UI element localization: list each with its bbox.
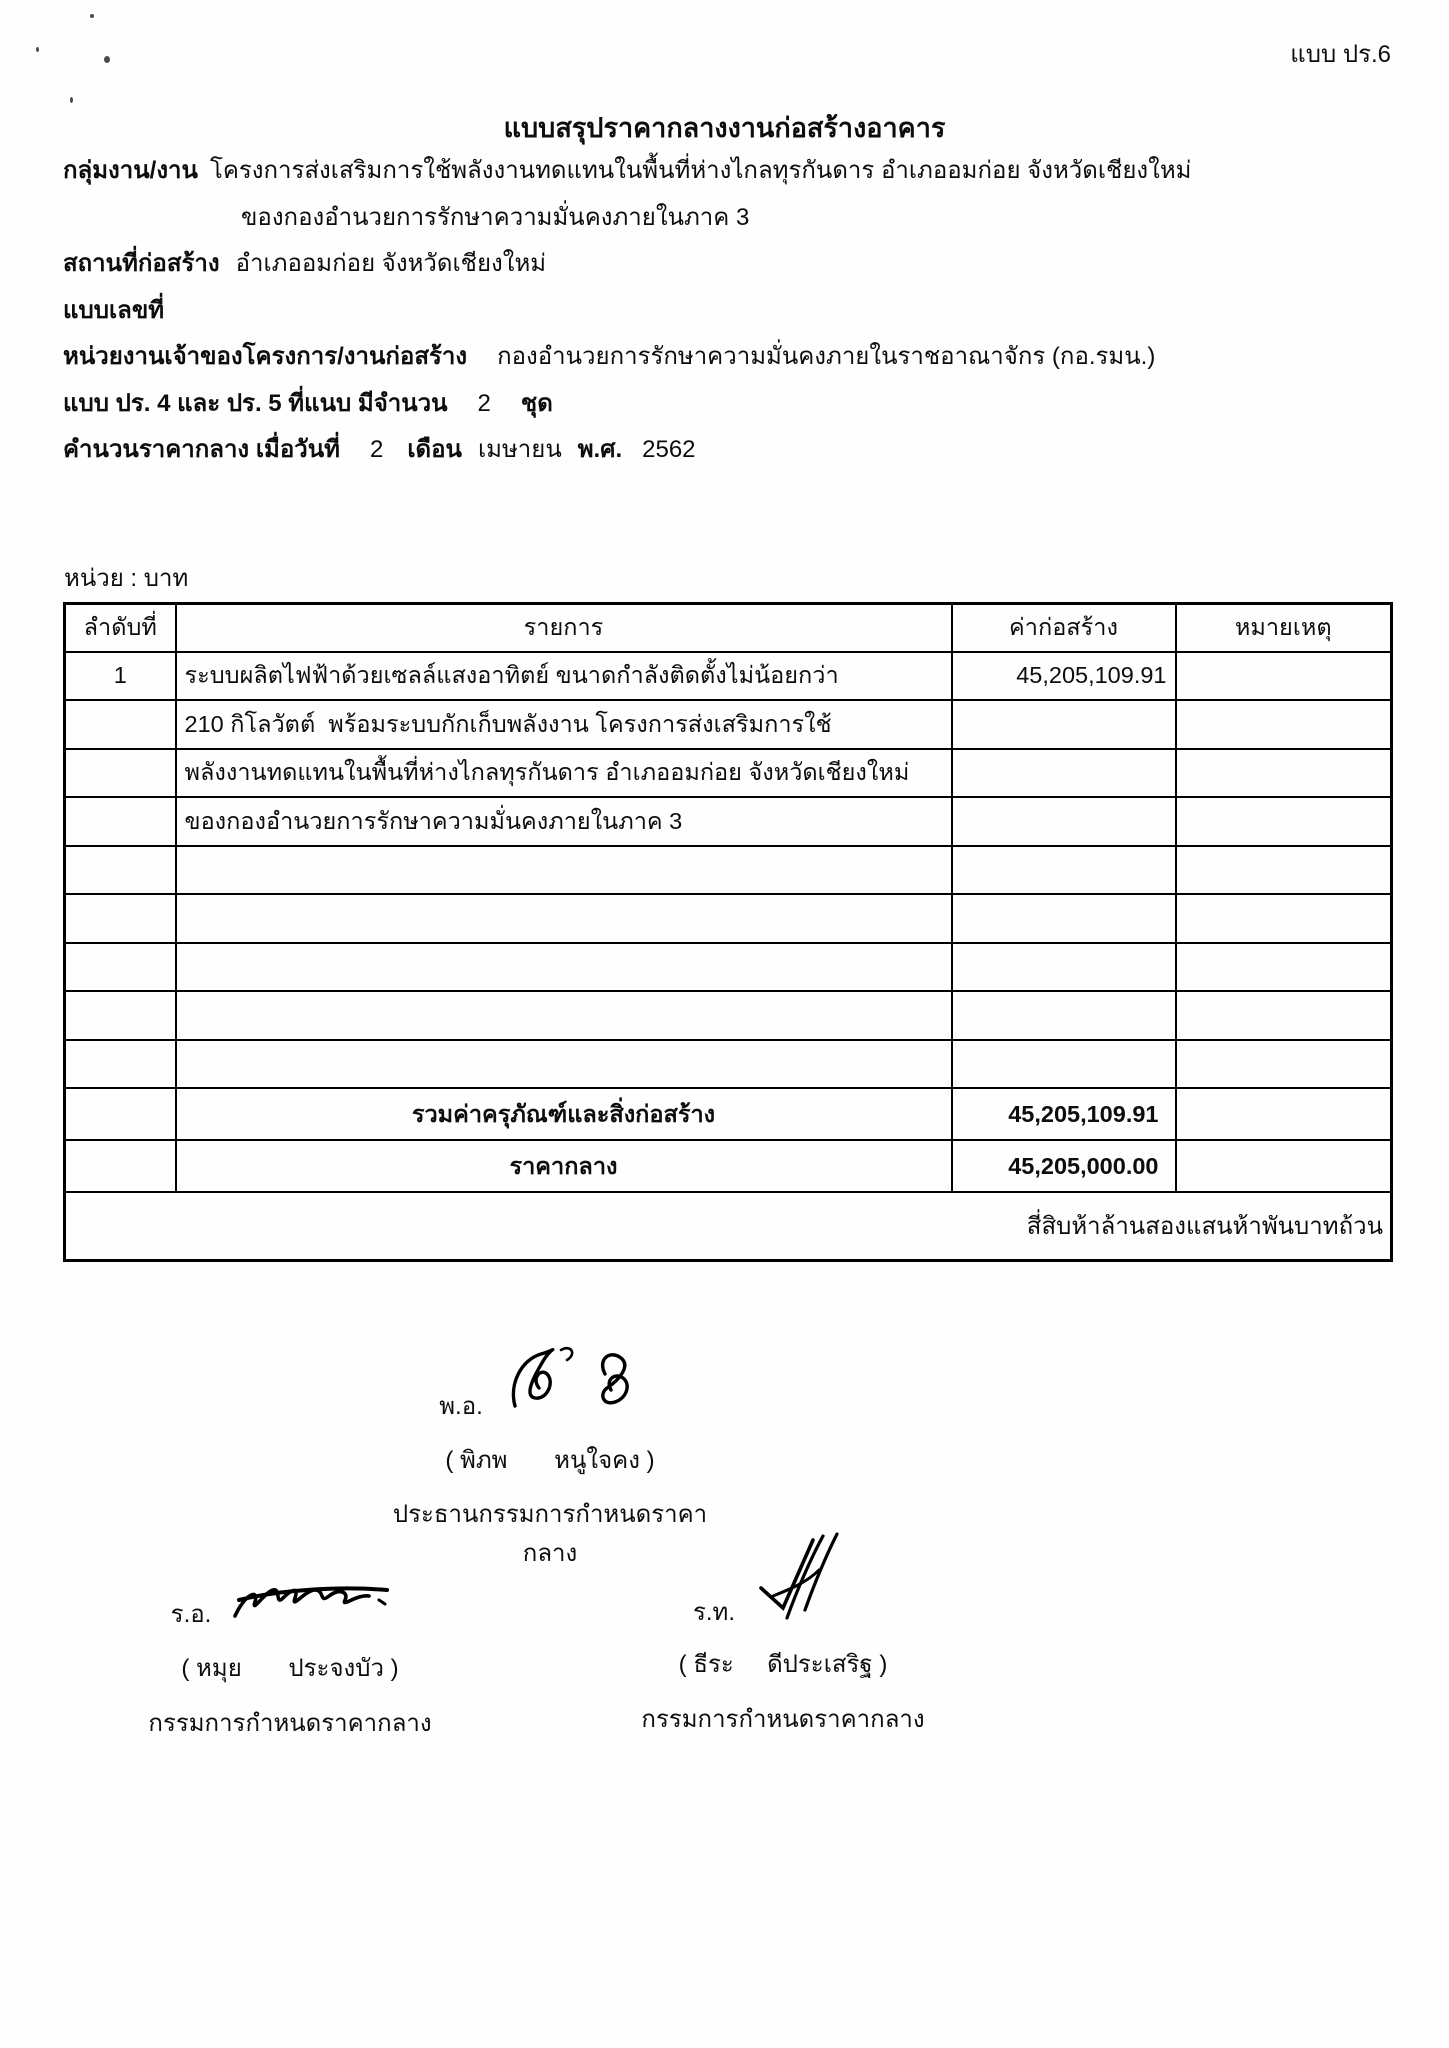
summary-row-total <box>65 1088 1392 1140</box>
location-label: สถานที่ก่อสร้าง <box>63 250 220 277</box>
location-value: อำเภออมก่อย จังหวัดเชียงใหม่ <box>235 250 547 277</box>
col-header-item: รายการ <box>176 604 952 652</box>
project-info <box>63 148 1409 474</box>
owner-label: หน่วยงานเจ้าของโครงการ/งานก่อสร้าง <box>63 343 468 370</box>
cell-note <box>1176 652 1392 701</box>
calc-day: 2 <box>369 436 384 463</box>
cell-item: ของกองอำนวยการรักษาความมั่นคงภายในภาค 3 <box>176 797 952 846</box>
calc-date-label: คำนวนราคากลาง เมื่อวันที่ <box>63 436 340 463</box>
summary-row-median-price <box>65 1140 1392 1192</box>
cell-item: ระบบผลิตไฟฟ้าด้วยเซลล์แสงอาทิตย์ ขนาดกำลังติดตั้งไม่น้อยกว่า <box>176 652 952 701</box>
summary-total-label: รวมค่าครุภัณฑ์และสิ่งก่อสร้าง <box>176 1088 952 1140</box>
cell-cost: 45,205,109.91 <box>952 652 1176 701</box>
scan-speck <box>90 14 94 18</box>
attachment-unit: ชุด <box>520 389 553 417</box>
signature-block-member-right <box>618 1528 948 1738</box>
info-line-attachment <box>63 381 1409 428</box>
amount-in-words-row <box>65 1192 1392 1260</box>
group-value: โครงการส่งเสริมการใช้พลังงานทดแทนในพื้นที่ห่างไกลทุรกันดาร อำเภออมก่อย จังหวัดเชียงใหม่ <box>209 157 1192 184</box>
info-line-location <box>63 241 1409 288</box>
table-row-empty <box>65 846 1392 895</box>
info-line-owner <box>63 334 1409 381</box>
cell-no <box>65 700 176 749</box>
table-row-empty <box>65 943 1392 992</box>
info-line-drawing-no <box>63 288 1409 335</box>
table-row-empty <box>65 991 1392 1040</box>
attachment-label: แบบ ปร. 4 และ ปร. 5 ที่แนบ มีจำนวน <box>63 389 448 417</box>
info-line-group-2 <box>63 195 1409 242</box>
member-left-title: กรรมการกำหนดราคากลาง <box>148 1710 432 1737</box>
group-value-line2: ของกองอำนวยการรักษาความมั่นคงภายในภาค 3 <box>241 203 750 231</box>
cell-no <box>65 797 176 846</box>
table-row <box>65 652 1392 701</box>
calc-year: 2562 <box>642 436 696 463</box>
member-right-name: ( ธีระ ดีประเสริฐ ) <box>678 1651 888 1678</box>
cell-note <box>1176 749 1392 798</box>
col-header-note: หมายเหตุ <box>1176 604 1392 652</box>
cell-no <box>65 749 176 798</box>
cell-cost <box>952 797 1176 846</box>
table-header-row <box>65 604 1392 652</box>
chairman-signature-icon <box>501 1344 661 1424</box>
cell-item: พลังงานทดแทนในพื้นที่ห่างไกลทุรกันดาร อำเภออมก่อย จังหวัดเชียงใหม่ <box>176 749 952 798</box>
attachment-count: 2 <box>477 389 491 417</box>
member-left-signature-icon <box>229 1566 409 1632</box>
median-price-value: 45,205,000.00 <box>952 1140 1176 1192</box>
scan-speck <box>36 47 39 52</box>
cell-cost <box>952 749 1176 798</box>
form-code: แบบ ปร.6 <box>1290 41 1391 68</box>
page-title: แบบสรุปราคากลางงานก่อสร้างอาคาร <box>503 113 946 143</box>
unit-note: หน่วย : บาท <box>64 565 189 592</box>
member-right-rank: ร.ท. <box>692 1599 736 1626</box>
summary-total-value: 45,205,109.91 <box>952 1088 1176 1140</box>
info-line-calc-date <box>63 427 1409 474</box>
median-price-label: ราคากลาง <box>176 1140 952 1192</box>
table-row-empty <box>65 1040 1392 1089</box>
member-right-title: กรรมการกำหนดราคากลาง <box>641 1706 925 1733</box>
calc-era-label: พ.ศ. <box>577 436 623 463</box>
table-row <box>65 797 1392 846</box>
scan-speck <box>70 97 73 103</box>
cost-summary-table <box>63 602 1393 1262</box>
col-header-cost: ค่าก่อสร้าง <box>952 604 1176 652</box>
info-line-group <box>63 148 1409 195</box>
table-row <box>65 700 1392 749</box>
scan-speck <box>104 56 110 63</box>
drawing-no-label: แบบเลขที่ <box>63 296 165 324</box>
member-right-signature-icon <box>753 1530 873 1630</box>
chairman-rank: พ.อ. <box>439 1393 483 1420</box>
owner-value: กองอำนวยการรักษาความมั่นคงภายในราชอาณาจักร (กอ.รมน.) <box>497 343 1156 370</box>
chairman-name: ( พิภพ หนูใจคง ) <box>445 1447 655 1474</box>
cell-no: 1 <box>65 652 176 701</box>
signature-block-member-left <box>130 1562 450 1742</box>
member-left-rank: ร.อ. <box>170 1601 212 1628</box>
cell-cost <box>952 700 1176 749</box>
member-left-name: ( หมุย ประจงบัว ) <box>181 1655 399 1682</box>
amount-in-words: สี่สิบห้าล้านสองแสนห้าพันบาทถ้วน <box>65 1192 1392 1260</box>
calc-month-label: เดือน <box>407 436 462 463</box>
table-row <box>65 749 1392 798</box>
col-header-no: ลำดับที่ <box>65 604 176 652</box>
cell-note <box>1176 700 1392 749</box>
table-row-empty <box>65 894 1392 943</box>
cell-item: 210 กิโลวัตต์ พร้อมระบบกักเก็บพลังงาน โครงการส่งเสริมการใช้ <box>176 700 952 749</box>
chairman-title: ประธานกรรมการกำหนดราคากลาง <box>392 1501 708 1567</box>
group-label: กลุ่มงาน/งาน <box>63 157 198 184</box>
cell-note <box>1176 797 1392 846</box>
calc-month: เมษายน <box>477 436 562 463</box>
